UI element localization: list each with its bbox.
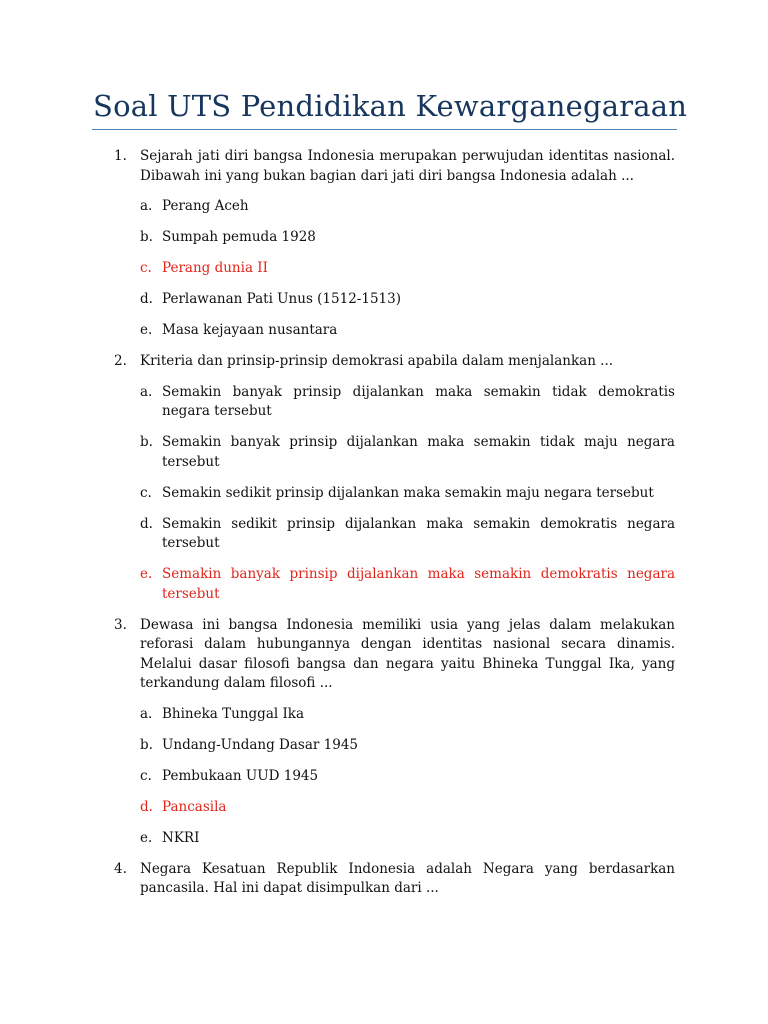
option-letter: e. (140, 566, 153, 582)
question-item (114, 352, 675, 604)
option-text: Bhineka Tunggal Ika (162, 705, 305, 722)
option-letter: d. (140, 515, 153, 532)
option-letter: e. (140, 322, 153, 338)
answer-option (140, 736, 675, 756)
option-text: Semakin banyak prinsip dijalankan maka semakin demokratis negara tersebut (162, 566, 675, 602)
option-text: Semakin sedikit prinsip dijalankan maka semakin demokratis negara tersebut (162, 515, 675, 551)
option-text: Perang dunia II (162, 260, 268, 276)
answer-options (140, 705, 675, 849)
option-text: Masa kejayaan nusantara (162, 322, 338, 338)
option-text: Semakin banyak prinsip dijalankan maka semakin tidak maju negara tersebut (162, 434, 675, 470)
option-text: Sumpah pemuda 1928 (162, 229, 316, 245)
option-letter: d. (140, 291, 153, 307)
answer-options (140, 383, 675, 605)
option-letter: e. (140, 829, 153, 846)
answer-option (140, 383, 675, 422)
answer-option-correct (140, 259, 675, 279)
answer-option (140, 705, 675, 725)
option-letter: a. (140, 705, 153, 722)
question-text: Kriteria dan prinsip-prinsip demokrasi apabila dalam menjalankan ... (140, 353, 614, 369)
option-text: Pancasila (162, 798, 227, 815)
question-text: Negara Kesatuan Republik Indonesia adalah Negara yang berdasarkan pancasila. Hal ini dapat disimpulkan dari ... (140, 860, 675, 896)
answer-option-correct (140, 798, 675, 818)
answer-option (140, 228, 675, 248)
answer-option (140, 433, 675, 472)
option-letter: c. (140, 484, 152, 501)
option-letter: b. (140, 229, 153, 245)
option-text: Perlawanan Pati Unus (1512-1513) (162, 291, 401, 307)
answer-option (140, 321, 675, 341)
option-letter: d. (140, 798, 153, 815)
answer-option (140, 290, 675, 310)
question-number: 2. (114, 353, 127, 369)
question-item (114, 147, 675, 341)
option-letter: b. (140, 434, 153, 450)
question-item (114, 860, 675, 899)
question-list (114, 147, 675, 910)
title-underline (92, 129, 677, 130)
option-letter: a. (140, 198, 153, 214)
page-title: Soal UTS Pendidikan Kewarganegaraan (93, 89, 688, 123)
option-letter: c. (140, 767, 152, 784)
answer-option (140, 767, 675, 787)
answer-option (140, 484, 675, 504)
option-text: Semakin banyak prinsip dijalankan maka semakin tidak demokratis negara tersebut (162, 383, 675, 419)
option-text: Pembukaan UUD 1945 (162, 767, 319, 784)
question-item (114, 616, 675, 849)
question-text: Dewasa ini bangsa Indonesia memiliki usia yang jelas dalam melakukan reforasi dalam hubungannya dengan identitas nasional secara dinamis. Melalui dasar filosofi bangsa dan negara yaitu Bhineka Tunggal Ika, yang terkandung dalam filosofi ... (140, 616, 675, 691)
answer-option (140, 515, 675, 554)
answer-options (140, 197, 675, 341)
option-letter: a. (140, 383, 153, 400)
option-text: Undang-Undang Dasar 1945 (162, 736, 359, 753)
option-text: NKRI (162, 829, 200, 846)
question-text: Sejarah jati diri bangsa Indonesia merupakan perwujudan identitas nasional. Dibawah ini yang bukan bagian dari jati diri bangsa Indonesia adalah ... (140, 148, 675, 184)
option-letter: b. (140, 736, 153, 753)
answer-option (140, 197, 675, 217)
question-number: 4. (114, 860, 127, 877)
option-text: Perang Aceh (162, 198, 249, 214)
question-number: 1. (114, 148, 127, 164)
option-text: Semakin sedikit prinsip dijalankan maka semakin maju negara tersebut (162, 484, 654, 501)
answer-option (140, 829, 675, 849)
answer-option-correct (140, 565, 675, 604)
question-number: 3. (114, 616, 127, 633)
option-letter: c. (140, 260, 152, 276)
